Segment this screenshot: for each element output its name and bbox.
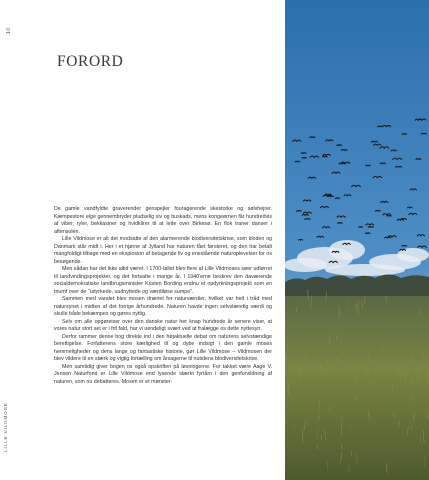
- bird-icon: [396, 166, 402, 167]
- bird-icon: [366, 165, 371, 166]
- reed-stroke: [321, 363, 322, 372]
- running-head: LILLE VILDMOSE: [3, 402, 8, 452]
- bird-icon: [297, 211, 301, 212]
- bird-icon: [416, 159, 421, 160]
- bird-icon: [341, 150, 347, 151]
- page-title: FORORD: [57, 53, 124, 70]
- bird-icon: [385, 237, 391, 238]
- body-text: [54, 206, 272, 386]
- paragraph: Derfor rammer denne bog direkte ind i den højaktuelle debat om naturens selvstændige berettigelse. Forfatterens store kærlighed til og dybe indsigt i den gamle moses hemmeligheder og dens lange og fantastiske historie, gør Lille Vildmose – Vildmosen der blev vildere til en stærk og vigtig fortælling om årsagerne til nutidens biodiversitetskrise.: [54, 333, 272, 362]
- reed-stroke: [428, 413, 429, 419]
- bird-icon: [397, 219, 403, 220]
- bird-icon: [402, 245, 407, 246]
- bird-icon: [305, 219, 310, 220]
- reed-stroke: [306, 354, 307, 359]
- bird-icon: [302, 214, 308, 215]
- bird-icon: [368, 227, 373, 228]
- bird-icon: [299, 239, 303, 240]
- bird-icon: [375, 210, 380, 211]
- bird-icon: [322, 156, 327, 157]
- paragraph: Selv om alle opgøreiser over den danske natur her knap hundrede år senere viser, at vores natur stort set er i frit fald, har vi uendeligt svært ved at fralægge os dette nyttesyn.: [54, 318, 272, 332]
- bird-icon: [421, 133, 426, 134]
- bird-icon: [295, 161, 300, 162]
- paragraph: Sammen med vandet blev mosen drænet for naturværdier, hvilket var helt i tråd med natursynet i midten af det forrige århundrede. Naturen havde ingen selvstændig værdi og skulle både bekæmpes og gøres nyttig.: [54, 296, 272, 317]
- photo-canvas: [285, 0, 429, 480]
- page-number: 10: [6, 27, 12, 34]
- bird-icon: [310, 137, 315, 138]
- bird-icon: [378, 126, 383, 127]
- bird-flock-photo: [285, 0, 429, 480]
- paragraph: Men sådan har det ikke altid været. I 1700-tallet blev flere af Lille Vildmoses søer udtørret til landvindingsprojekter, og det fortsatte i mange år. I 1940'erne beskrev den daværende socialdemokratiske landbrugsminister Kristen Bording endnu et opdyrkningsprojekt som en triumf over de "udyrkede, uudnyttede og værdiløse sumpe".: [54, 266, 272, 295]
- paragraph: De gamle vandfyldte graverender genspejler fouragerende skestorke og sølvhejrer. Kæmpestore elge gennembryder pludselig siv og buskads, mens kongeørnen får hundredvis af viber, ryler, bekkasiner og hvidklirer til at lette over Birkesø. En flok traner danser i aftensolen.: [54, 206, 272, 235]
- bird-icon: [402, 134, 406, 135]
- bird-icon: [359, 227, 363, 228]
- bird-icon: [400, 249, 406, 250]
- bird-icon: [301, 153, 306, 154]
- bird-icon: [339, 163, 345, 164]
- reed-stroke: [298, 347, 299, 355]
- bird-icon: [410, 189, 416, 190]
- bird-icon: [335, 198, 339, 199]
- bird-icon: [337, 145, 342, 146]
- bird-icon: [365, 233, 370, 234]
- reed-stroke: [298, 300, 299, 308]
- paragraph: Lille Vildmose er alt det modsatte af den alarmerende biodiversitetskrise, som kloden og Danmark står midt i. Her i et hjørne af Jylland har naturen fået førsteret, og den har betalt mangfoldigt tilbage med en eksplosion af betagende liv og enestående naturoplevelser for os besøgende.: [54, 236, 272, 265]
- bird-icon: [302, 157, 306, 158]
- paragraph: Men samtidig giver bogen os også opskriften på løsningerne. For takket være Aage V. Jensen Naturfond er Lille Vildmose end lysende stærkt fyrtårn i den genforvildning af naturen, som nu debatteres. Mosen er et mønster-: [54, 363, 272, 385]
- bird-icon: [391, 150, 396, 151]
- bird-icon: [338, 223, 343, 224]
- bird-icon: [407, 207, 412, 208]
- bird-icon: [380, 163, 386, 164]
- bird-icon: [387, 215, 391, 216]
- bird-icon: [401, 219, 406, 220]
